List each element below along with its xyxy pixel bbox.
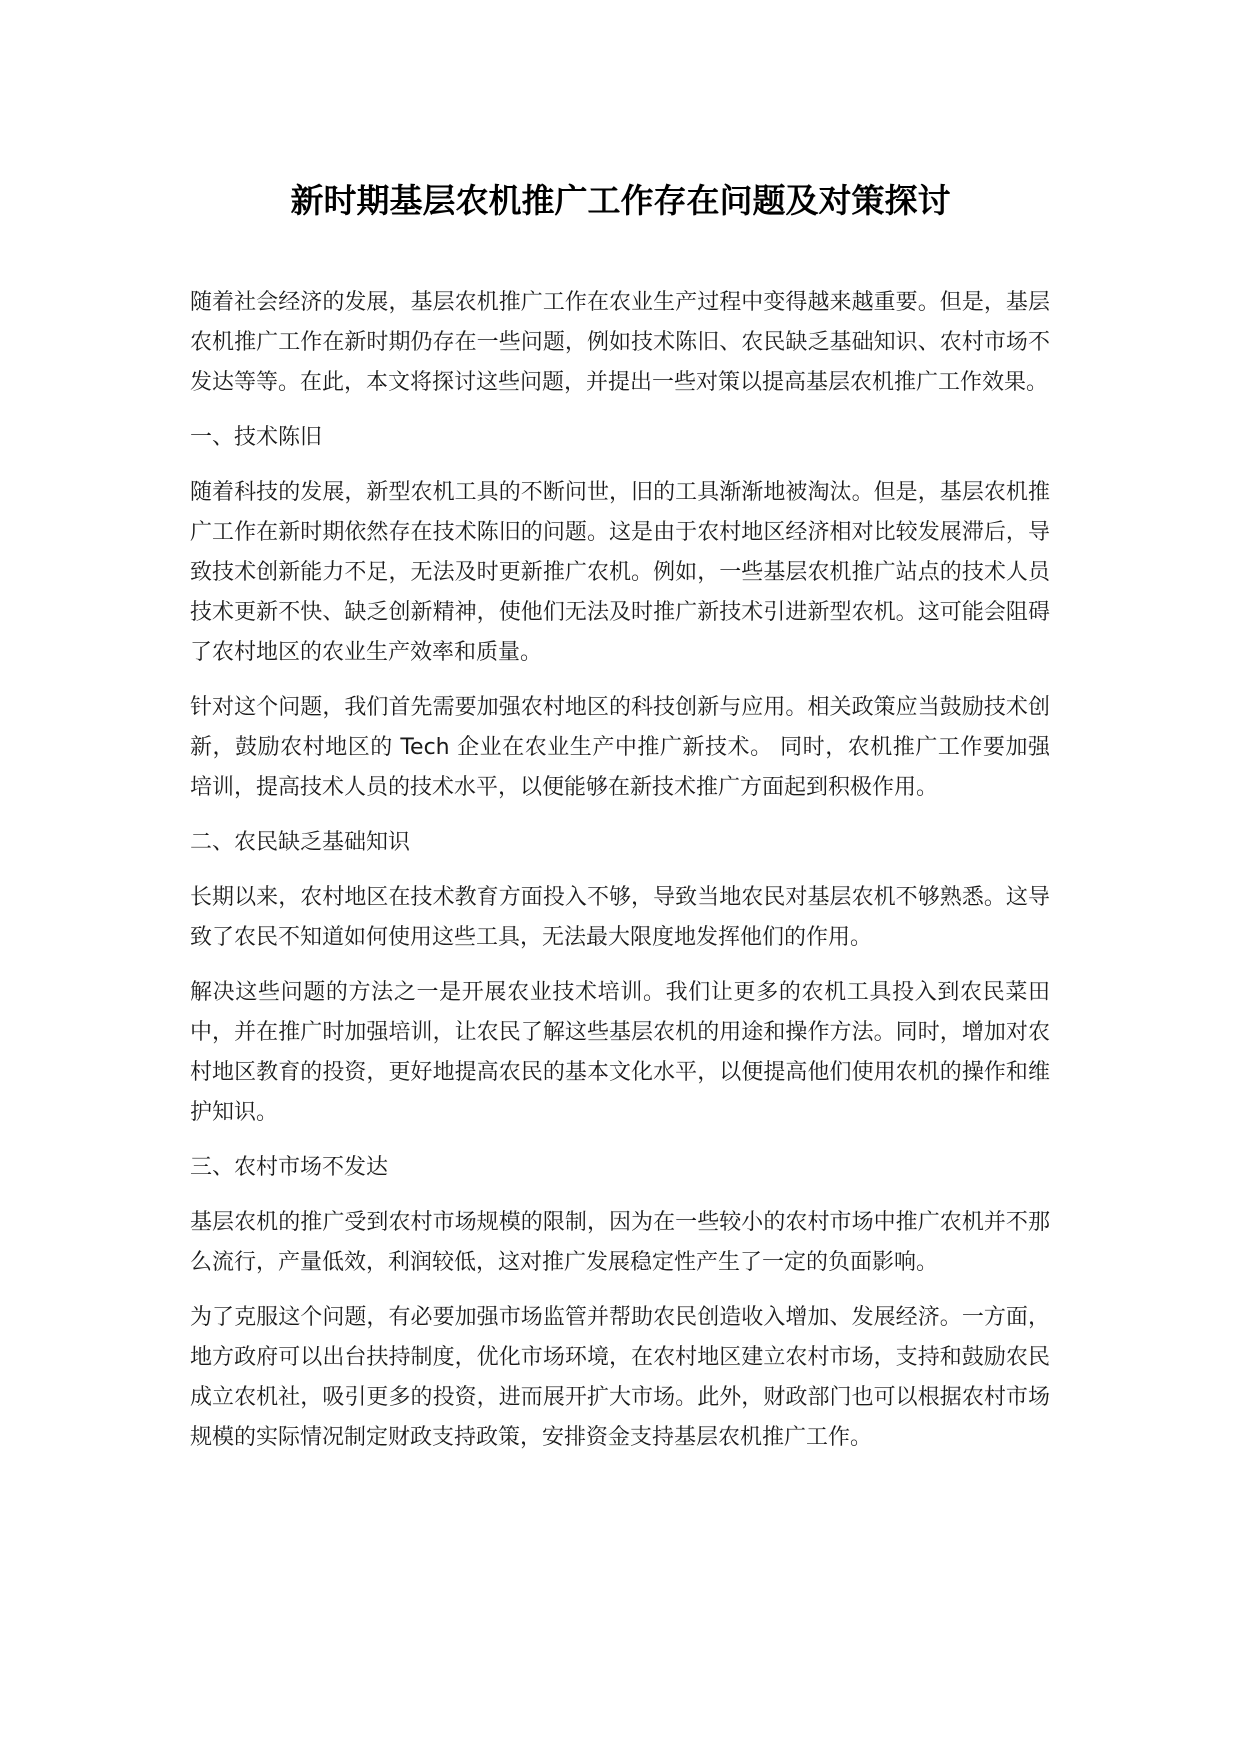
section-heading-1: 一、技术陈旧 — [190, 425, 323, 450]
section-heading-3: 三、农村市场不发达 — [190, 1155, 389, 1180]
document-title: 新时期基层农机推广工作存在问题及对策探讨 — [290, 181, 951, 220]
section-2-paragraph-2: 解决这些问题的方法之一是开展农业技术培训。我们让更多的农机工具投入到农民菜田中，并在推广时加强培训，让农民了解这些基层农机的用途和操作方法。同时，增加对农村地区教育的投资，更好地提高农民的基本文化水平，以便提高他们使用农机的操作和维护知识。 — [190, 980, 1050, 1125]
intro-paragraph: 随着社会经济的发展，基层农机推广工作在农业生产过程中变得越来越重要。但是，基层农机推广工作在新时期仍存在一些问题，例如技术陈旧、农民缺乏基础知识、农村市场不发达等等。在此，本文将探讨这些问题，并提出一些对策以提高基层农机推广工作效果。 — [190, 290, 1050, 395]
section-3-paragraph-1: 基层农机的推广受到农村市场规模的限制，因为在一些较小的农村市场中推广农机并不那么流行，产量低效，利润较低，这对推广发展稳定性产生了一定的负面影响。 — [190, 1210, 1050, 1275]
section-2-paragraph-1: 长期以来，农村地区在技术教育方面投入不够，导致当地农民对基层农机不够熟悉。这导致了农民不知道如何使用这些工具，无法最大限度地发挥他们的作用。 — [190, 885, 1050, 950]
document-body — [190, 283, 1050, 1473]
section-3-paragraph-2: 为了克服这个问题，有必要加强市场监管并帮助农民创造收入增加、发展经济。一方面，地方政府可以出台扶持制度，优化市场环境，在农村地区建立农村市场，支持和鼓励农民成立农机社，吸引更多的投资，进而展开扩大市场。此外，财政部门也可以根据农村市场规模的实际情况制定财政支持政策，安排资金支持基层农机推广工作。 — [190, 1305, 1050, 1450]
section-1-paragraph-2: 针对这个问题，我们首先需要加强农村地区的科技创新与应用。相关政策应当鼓励技术创新，鼓励农村地区的 Tech 企业在农业生产中推广新技术。 同时，农机推广工作要加强培训，提高技术人员的技术水平，以便能够在新技术推广方面起到积极作用。 — [190, 695, 1050, 800]
section-1-paragraph-1: 随着科技的发展，新型农机工具的不断问世，旧的工具渐渐地被淘汰。但是，基层农机推广工作在新时期依然存在技术陈旧的问题。这是由于农村地区经济相对比较发展滞后，导致技术创新能力不足，无法及时更新推广农机。例如，一些基层农机推广站点的技术人员技术更新不快、缺乏创新精神，使他们无法及时推广新技术引进新型农机。这可能会阻碍了农村地区的农业生产效率和质量。 — [190, 480, 1050, 665]
section-heading-2: 二、农民缺乏基础知识 — [190, 830, 411, 855]
